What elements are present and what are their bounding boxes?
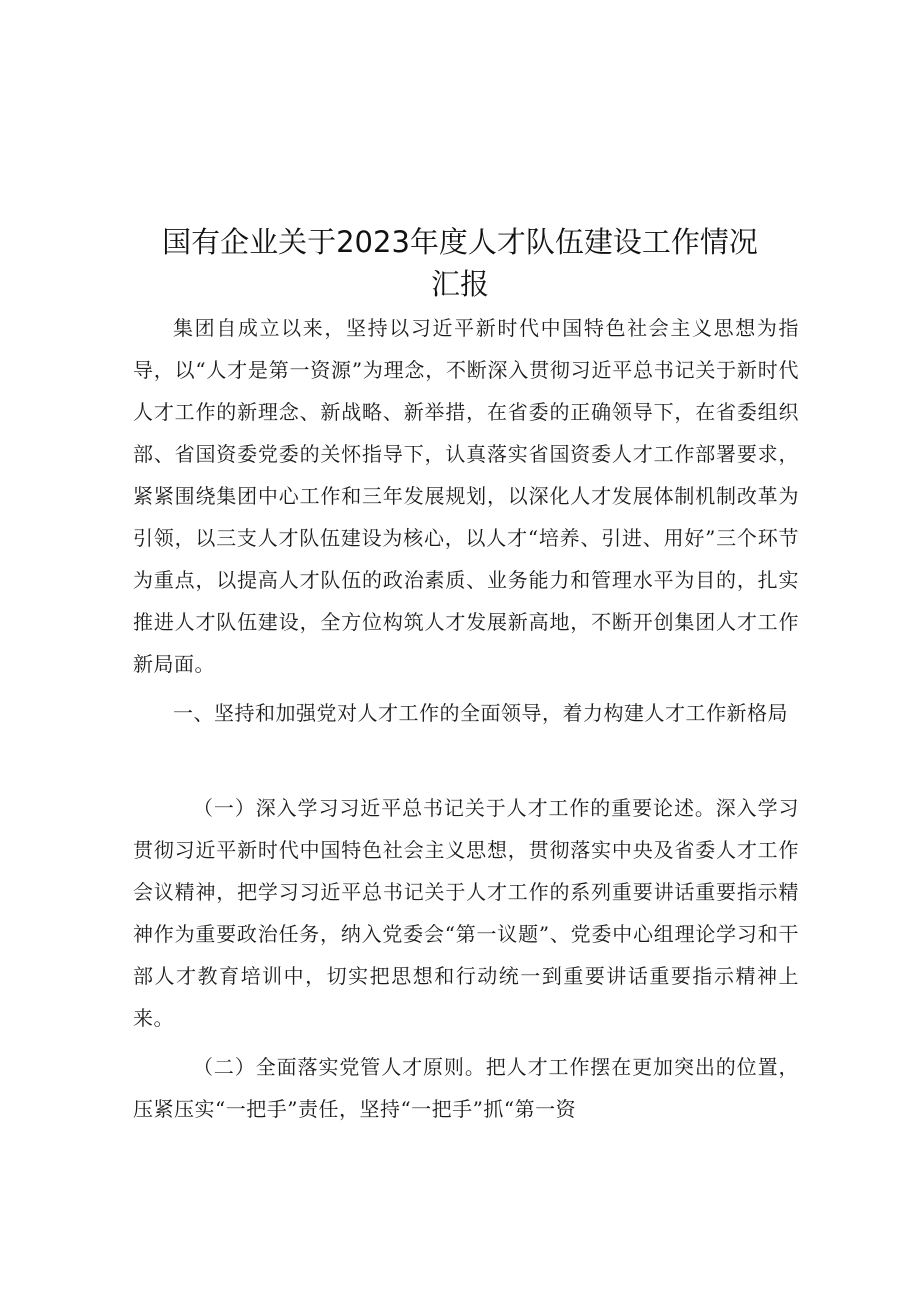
document-title-line-2: 汇报 [430,267,489,301]
subsection-2-paragraph: （二）全面落实党管人才原则。把人才工作摆在更加突出的位置，压紧压实“一把手”责任，坚持“一把手”抓“第一资 [133,1055,799,1121]
section-heading-1: 一、坚持和加强党对人才工作的全面领导，着力构建人才工作新格局 [173,701,788,725]
document-title-line-1: 国有企业关于2023年度人才队伍建设工作情况 [162,225,758,259]
intro-paragraph: 集团自成立以来，坚持以习近平新时代中国特色社会主义思想为指导，以“人才是第一资源”为理念，不断深入贯彻习近平总书记关于新时代人才工作的新理念、新战略、新举措，在省委的正确领导下，在省委组织部、省国资委党委的关怀指导下，认真落实省国资委人才工作部署要求，紧紧围绕集团中心工作和三年发展规划，以深化人才发展体制机制改革为引领，以三支人才队伍建设为核心，以人才“培养、引进、用好”三个环节为重点，以提高人才队伍的政治素质、业务能力和管理水平为目的，扎实推进人才队伍建设，全方位构筑人才发展新高地，不断开创集团人才工作新局面。 [133,316,799,676]
subsection-1-paragraph: （一）深入学习习近平总书记关于人才工作的重要论述。深入学习贯彻习近平新时代中国特色社会主义思想，贯彻落实中央及省委人才工作会议精神，把学习习近平总书记关于人才工作的系列重要讲话重要指示精神作为重要政治任务，纳入党委会“第一议题”、党委中心组理论学习和干部人才教育培训中，切实把思想和行动统一到重要讲话重要指示精神上来。 [133,796,799,1030]
